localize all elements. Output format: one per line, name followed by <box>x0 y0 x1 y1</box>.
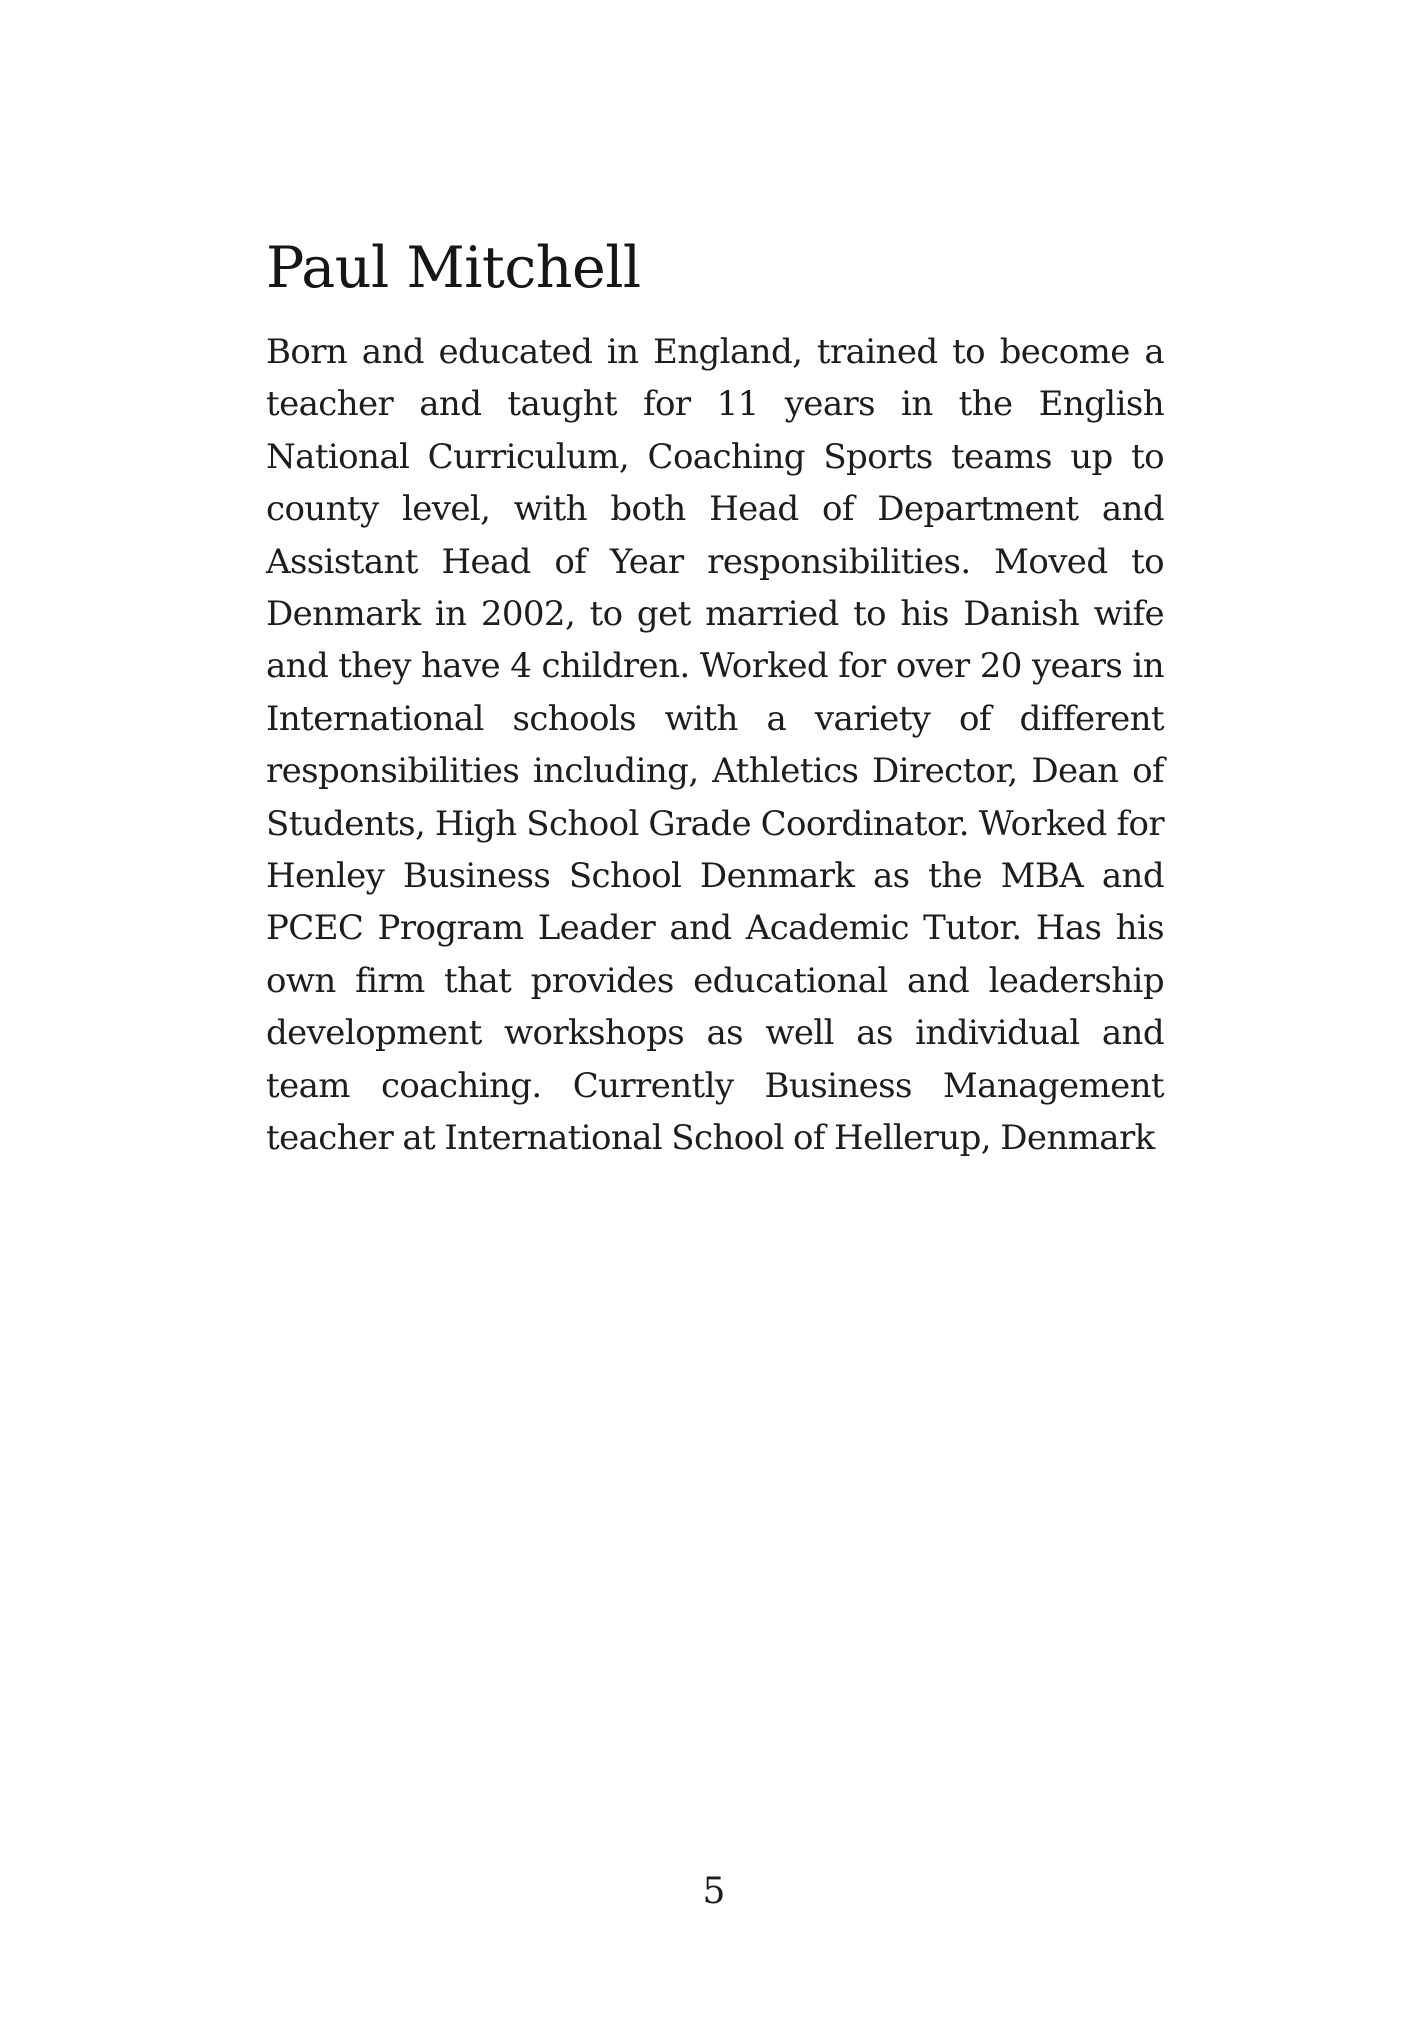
page-content <box>266 228 1164 1165</box>
page-title: Paul Mitchell <box>266 235 641 301</box>
page-number: 5 <box>702 1871 726 1912</box>
biography-paragraph: Born and educated in England, trained to become a teacher and taught for 11 years in the English National Curriculum, Coaching Sports teams up to county level, with both Head of Department and Assistant Head of Year responsibilities. Moved to Denmark in 2002, to get married to his Danish wife and they have 4 children. Worked for over 20 years in International schools with a variety of different responsibilities including, Athletics Director, Dean of Students, High School Grade Coordinator. Worked for Henley Business School Denmark as the MBA and PCEC Program Leader and Academic Tutor. Has his own firm that provides educational and leadership development workshops as well as individual and team coaching. Currently Business Management teacher at International School of Hellerup, Denmark <box>266 332 1164 1159</box>
